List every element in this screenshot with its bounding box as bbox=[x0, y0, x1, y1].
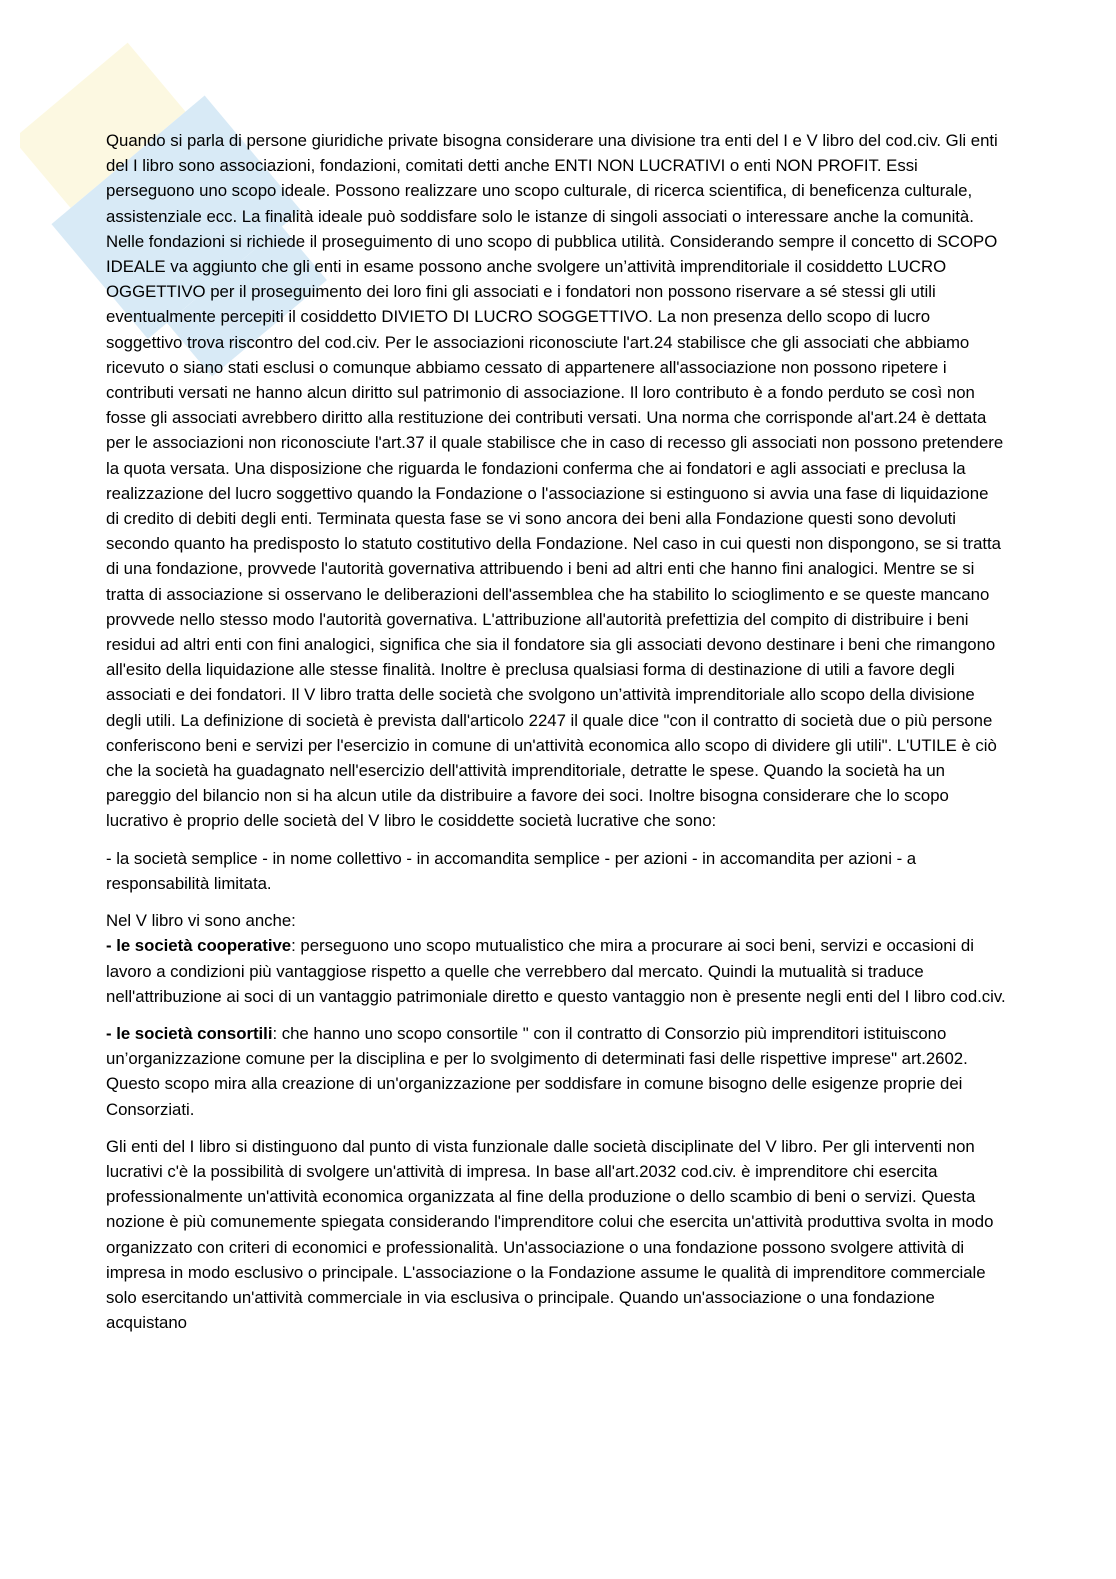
consortili-heading: - le società consortili bbox=[106, 1023, 273, 1043]
paragraph-v-libro-intro: Nel V libro vi sono anche: bbox=[106, 911, 296, 931]
paragraph-cooperative bbox=[106, 933, 1006, 1009]
consortili-text: : che hanno uno scopo consortile " con il contratto di Consorzio più imprenditori istituiscono un’organizzazione comune per la disciplina e per lo svolgimento di determinati fasi delle rispettive imprese" art.2602. Questo scopo mira alla creazione di un'organizzazione per soddisfare in comune bisogno delle esigenze proprie dei Consorziati. bbox=[106, 1023, 968, 1119]
paragraph-consortili bbox=[106, 1021, 1006, 1122]
cooperative-heading: - le società cooperative bbox=[106, 936, 292, 956]
paragraph-enti-impresa: Gli enti del I libro si distinguono dal punto di vista funzionale dalle società disciplinate del V libro. Per gli interventi non lucrativi c'è la possibilità di svolgere un'attività di impresa. In base all'art.2032 cod.civ. è imprenditore chi esercita professionalmente un'attività economica organizzata al fine della produzione o dello scambio di beni o servizi. Questa nozione è più comunemente spiegata considerando l'imprenditore colui che esercita un'attività produttiva svolta in modo organizzato con criteri di economici e professionalità. Un'associazione o una fondazione possono svolgere attività di impresa in modo esclusivo o principale. L'associazione o la Fondazione assume le qualità di imprenditore commerciale solo esercitando un'attività commerciale in via esclusiva o principale. Quando un'associazione o una fondazione acquistano bbox=[106, 1136, 994, 1333]
document-page bbox=[106, 128, 1006, 1347]
paragraph-lucrative-list: - la società semplice - in nome collettivo - in accomandita semplice - per azioni - in accomandita per azioni - a responsabilità limitata. bbox=[106, 848, 917, 893]
cooperative-text: : perseguono uno scopo mutualistico che mira a procurare ai soci beni, servizi e occasioni di lavoro a condizioni più vantaggiose rispetto a quelle che verrebbero dal mercato. Quindi la mutualità si traduce nell'attribuzione ai soci di un vantaggio patrimoniale diretto e questo vantaggio non è presente negli enti del I libro cod.civ. bbox=[106, 936, 1006, 1006]
paragraph-intro: Quando si parla di persone giuridiche private bisogna considerare una divisione tra enti del I e V libro del cod.civ. Gli enti del I libro sono associazioni, fondazioni, comitati detti anche ENTI NON LUCRATIVI o enti NON PROFIT. Essi perseguono uno scopo ideale. Possono realizzare uno scopo culturale, di ricerca scientifica, di beneficenza culturale, assistenziale ecc. La finalità ideale può soddisfare solo le istanze di singoli associati o interessare anche la comunità. Nelle fondazioni si richiede il proseguimento di uno scopo di pubblica utilità. Considerando sempre il concetto di SCOPO IDEALE va aggiunto che gli enti in esame possono anche svolgere un’attività imprenditoriale il cosiddetto LUCRO OGGETTIVO per il proseguimento dei loro fini gli associati e i fondatori non possono riservare a sé stessi gli utili eventualmente percepiti il cosiddetto DIVIETO DI LUCRO SOGGETTIVO. La non presenza dello scopo di lucro soggettivo trova riscontro del cod.civ. Per le associazioni riconosciute l'art.24 stabilisce che gli associati che abbiamo ricevuto o siano stati esclusi o comunque abbiamo cessato di appartenere all'associazione non possono ripetere i contributi versati ne hanno alcun diritto sul patrimonio di associazione. Il loro contributo è a fondo perduto se così non fosse gli associati avrebbero diritto alla restituzione dei contributi versati. Una norma che corrisponde al'art.24 è dettata per le associazioni non riconosciute l'art.37 il quale stabilisce che in caso di recesso gli associati non possono pretendere la quota versata. Una disposizione che riguarda le fondazioni conferma che ai fondatori e agli associati e preclusa la realizzazione del lucro soggettivo quando la Fondazione o l'associazione si estinguono si avvia una fase di liquidazione di credito di debiti degli enti. Terminata questa fase se vi sono ancora dei beni alla Fondazione questi sono devoluti secondo quanto ha predisposto lo statuto costitutivo della Fondazione. Nel caso in cui questi non dispongono, se si tratta di una fondazione, provvede l'autorità governativa attribuendo i beni ad altri enti che hanno fini analogici. Mentre se si tratta di associazione si osservano le deliberazioni dell'assemblea che ha stabilito lo scioglimento e se queste mancano provvede nello stesso modo l'autorità governativa. L'attribuzione all'autorità prefettizia del compito di distribuire i beni residui ad altri enti con fini analogici, significa che sia il fondatore sia gli associati devono destinare i beni che rimangono all'esito della liquidazione alle stesse finalità. Inoltre è preclusa qualsiasi forma di destinazione di utili a favore degli associati e dei fondatori. Il V libro tratta delle società che svolgono un’attività imprenditoriale allo scopo della divisione degli utili. La definizione di società è prevista dall'articolo 2247 il quale dice "con il contratto di società due o più persone conferiscono beni e servizi per l'esercizio in comune di un'attività economica allo scopo di dividere gli utili". L'UTILE è ciò che la società ha guadagnato nell'esercizio dell'attività imprenditoriale, detratte le spese. Quando la società ha un pareggio del bilancio non si ha alcun utile da distribuire a favore dei soci. Inoltre bisogna considerare che lo scopo lucrativo è proprio delle società del V libro le cosiddette società lucrative che sono: bbox=[106, 131, 1004, 831]
